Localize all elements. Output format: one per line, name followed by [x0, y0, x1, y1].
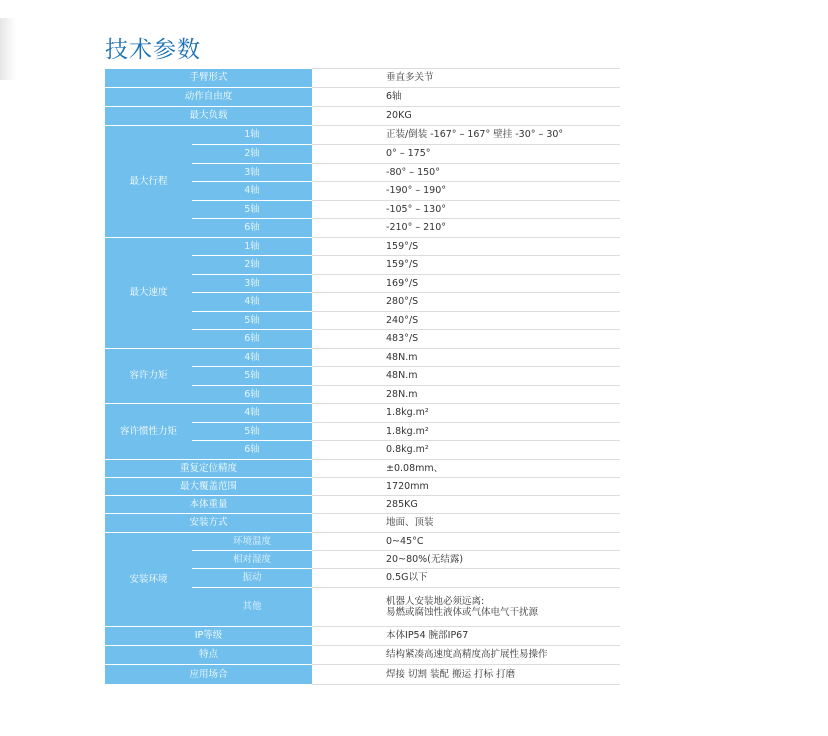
spec-table — [105, 68, 620, 685]
spec-sub-label: 3轴 — [192, 275, 312, 293]
spec-sub-label: 1轴 — [192, 238, 312, 256]
spec-group-label: 容许力矩 — [105, 349, 192, 404]
spec-value-line: 机器人安装地必须远离: — [386, 595, 485, 607]
spec-value: 20KG — [312, 107, 620, 126]
spec-sub-label: 相对湿度 — [192, 551, 312, 569]
spec-row — [105, 627, 620, 646]
spec-label: 动作自由度 — [105, 88, 312, 107]
spec-row — [105, 646, 620, 665]
spec-row — [105, 126, 620, 145]
spec-value: 285KG — [312, 496, 620, 514]
spec-sub-label: 5轴 — [192, 367, 312, 386]
spec-row — [105, 107, 620, 126]
spec-value: 本体IP54 腕部IP67 — [312, 627, 620, 646]
spec-sub-label: 6轴 — [192, 441, 312, 460]
spec-row — [105, 88, 620, 107]
spec-value: 焊接 切割 装配 搬运 打标 打磨 — [312, 665, 620, 685]
spec-sub-label: 振动 — [192, 569, 312, 588]
spec-group-label: 最大速度 — [105, 238, 192, 349]
spec-row — [105, 238, 620, 256]
spec-value: 6轴 — [312, 88, 620, 107]
spec-row — [105, 496, 620, 514]
spec-sub-label: 6轴 — [192, 386, 312, 404]
spec-row — [105, 514, 620, 533]
spec-value: -190° – 190° — [312, 182, 620, 201]
spec-label: 最大覆盖范围 — [105, 478, 312, 496]
spec-label: 重复定位精度 — [105, 460, 312, 478]
spec-sub-label: 2轴 — [192, 145, 312, 164]
spec-value: 0.8kg.m² — [312, 441, 620, 460]
spec-value: 0.5G以下 — [312, 569, 620, 588]
spec-value: 正装/倒装 -167° – 167° 壁挂 -30° – 30° — [312, 126, 620, 145]
spec-group-label: 安装环境 — [105, 533, 192, 627]
spec-label: 应用场合 — [105, 665, 312, 685]
spec-value: -210° – 210° — [312, 219, 620, 238]
spec-row — [105, 460, 620, 478]
spec-value: 169°/S — [312, 275, 620, 293]
spec-value: 20~80%(无结露) — [312, 551, 620, 569]
spec-group-label: 最大行程 — [105, 126, 192, 238]
spec-value: 结构紧凑高速度高精度高扩展性易操作 — [312, 646, 620, 665]
spec-value: -105° – 130° — [312, 201, 620, 219]
spec-value: 280°/S — [312, 293, 620, 312]
spec-row — [105, 665, 620, 685]
spec-sub-label: 5轴 — [192, 423, 312, 441]
spec-sub-label: 其他 — [192, 588, 312, 627]
spec-value — [312, 588, 620, 627]
spec-sub-label: 4轴 — [192, 349, 312, 367]
spec-value-line: 易燃或腐蚀性液体或气体电气干扰源 — [386, 607, 539, 618]
spec-sub-label: 4轴 — [192, 293, 312, 312]
spec-row — [105, 533, 620, 551]
spec-label: 最大负载 — [105, 107, 312, 126]
spec-value: 垂直多关节 — [312, 69, 620, 88]
spec-value: 28N.m — [312, 386, 620, 404]
spec-value: 240°/S — [312, 312, 620, 330]
left-edge-shadow — [0, 18, 16, 80]
spec-label: 特点 — [105, 646, 312, 665]
spec-sub-label: 1轴 — [192, 126, 312, 145]
spec-value: -80° – 150° — [312, 164, 620, 182]
spec-group-label: 容许惯性力矩 — [105, 404, 192, 460]
spec-sub-label: 环境温度 — [192, 533, 312, 551]
spec-value: 1.8kg.m² — [312, 423, 620, 441]
spec-sub-label: 6轴 — [192, 219, 312, 238]
spec-value: ±0.08mm、 — [312, 460, 620, 478]
spec-value: 483°/S — [312, 330, 620, 349]
spec-value: 48N.m — [312, 367, 620, 386]
spec-value: 159°/S — [312, 238, 620, 256]
spec-sub-label: 6轴 — [192, 330, 312, 349]
spec-table-body — [105, 69, 620, 685]
spec-row — [105, 478, 620, 496]
spec-value: 0° – 175° — [312, 145, 620, 164]
spec-value: 地面、顶装 — [312, 514, 620, 533]
spec-value: 159°/S — [312, 256, 620, 275]
spec-value: 48N.m — [312, 349, 620, 367]
spec-sub-label: 5轴 — [192, 201, 312, 219]
spec-sub-label: 5轴 — [192, 312, 312, 330]
spec-label: 本体重量 — [105, 496, 312, 514]
spec-value: 1720mm — [312, 478, 620, 496]
spec-label: 手臂形式 — [105, 69, 312, 88]
spec-label: 安装方式 — [105, 514, 312, 533]
spec-row — [105, 349, 620, 367]
spec-value: 1.8kg.m² — [312, 404, 620, 423]
spec-sub-label: 4轴 — [192, 404, 312, 423]
spec-row — [105, 404, 620, 423]
spec-sub-label: 3轴 — [192, 164, 312, 182]
spec-label: IP等级 — [105, 627, 312, 646]
spec-sub-label: 2轴 — [192, 256, 312, 275]
spec-sub-label: 4轴 — [192, 182, 312, 201]
page-title: 技术参数 — [105, 37, 201, 64]
spec-row — [105, 69, 620, 88]
spec-value: 0~45°C — [312, 533, 620, 551]
